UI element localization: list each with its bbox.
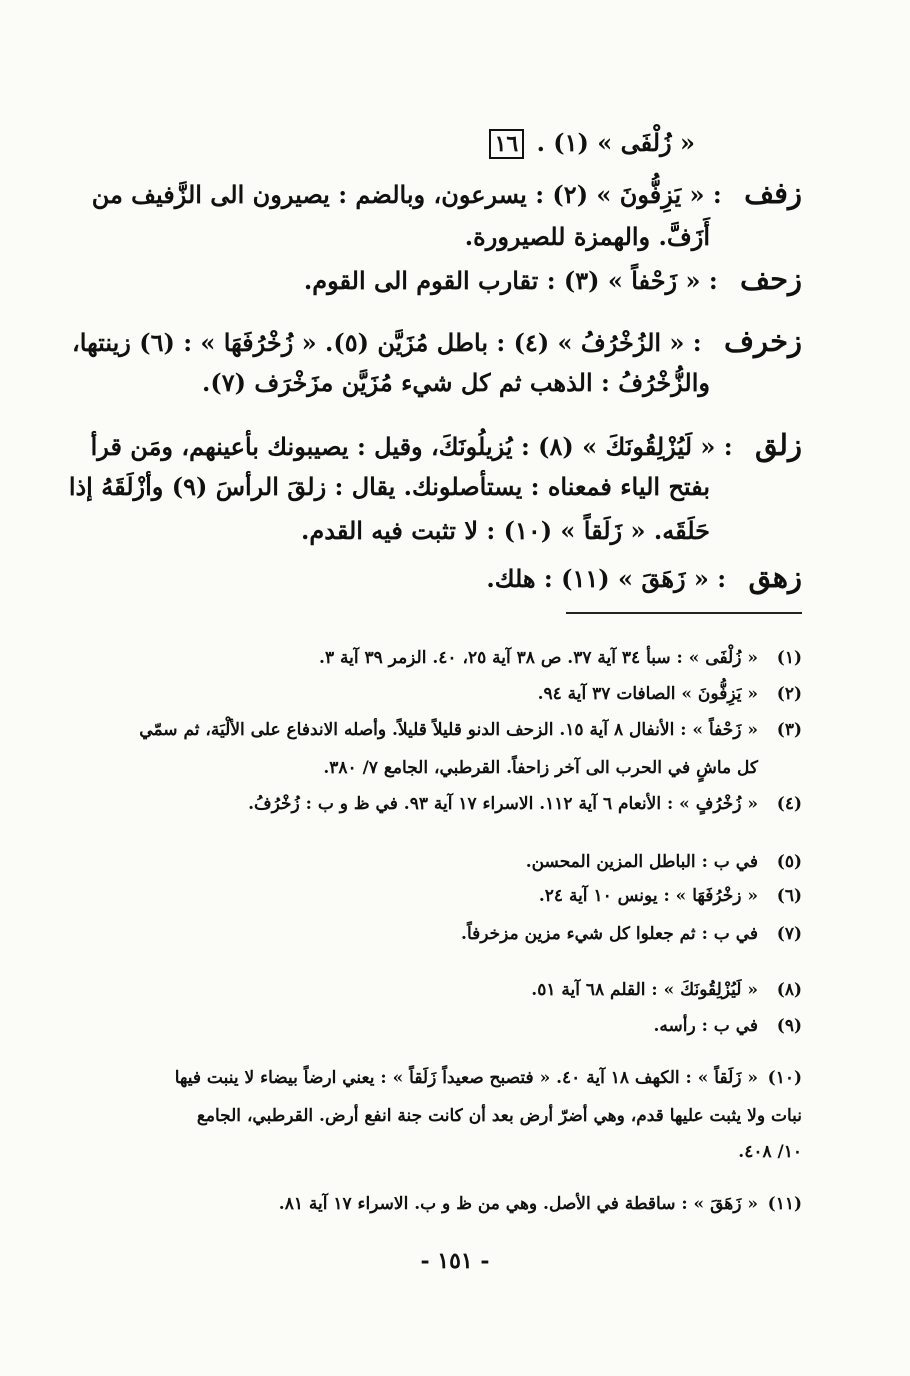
footnote-number-9: (٩) [776,1016,802,1036]
footnote-4: « زُخْرُفٍ » : الأنعام ٦ آية ١١٢. الاسراء ١٧ آية ٩٣. في ظ و ب : زُخْرُفُ. [248,794,758,814]
footnote-number-2: (٢) [776,684,802,704]
footnote-divider [566,612,802,614]
entry-zahaq [486,560,802,594]
entry-zahf [304,262,802,296]
entry-zaff [92,176,802,210]
footnote-number-3: (٣) [776,720,802,740]
footnote-9: في ب : رأسه. [653,1016,758,1036]
footnote-11: « زَهَقَ » : ساقطة في الأصل. وهي من ظ و ب. الاسراء ١٧ آية ٨١. [278,1194,758,1214]
text-zukhruf: : « الزُخْرُفُ » (٤) : باطل مُزَيَّن (٥). « زُخْرُفَهَا » : (٦) زينتها، [72,328,702,357]
footnote-1: « زُلْفَى » : سبأ ٣٤ آية ٣٧. ص ٣٨ آية ٢٥، ٤٠. الزمر ٣٩ آية ٣. [319,648,758,668]
entry-zalaq [91,428,802,462]
footnote-7: في ب : ثم جعلوا كل شيء مزين مزخرفاً. [461,924,758,944]
footnote-number-5: (٥) [776,852,802,872]
heading-zaff: زفف [744,176,802,210]
footnote-8: « لَيُزْلِقُونَكَ » : القلم ٦٨ آية ٥١. [531,980,758,1000]
text-zahaq: : « زَهَقَ » (١١) : هلك. [486,564,727,593]
page-number: - ١٥١ - [420,1248,490,1274]
text-zaff: : « يَزِفُّونَ » (٢) : يسرعون، وبالضم : يصيرون الى الزَّفيف من [91,180,722,209]
entry-zaff-cont [465,222,710,251]
heading-zukhruf: زخرف [724,324,802,358]
line-zulfa [485,128,695,159]
footnote-10-cont2: ١٠/ ٤٠٨. [738,1142,802,1162]
text-zahf: : « زَحْفاً » (٣) : تقارب القوم الى القوم. [303,266,718,295]
entry-zukhruf-cont [202,368,710,397]
footnote-number-10: (١٠) [767,1068,802,1088]
entry-zukhruf [72,324,802,358]
entry-zalaq-cont2 [301,516,710,545]
footnote-number-6: (٦) [776,886,802,906]
verse-box-number: ١٦ [489,129,525,159]
text-zalaq: : « لَيُزْلِقُونَكَ » (٨) : يُزيلُونَكَ، وقيل : يصيبونك بأعينهم، ومَن قرأ [90,432,733,461]
heading-zalaq: زلق [754,428,802,462]
footnote-6: « زخْرُفَهَا » : يونس ١٠ آية ٢٤. [538,886,758,906]
text-zulfa: « زُلْفَى » (١) . [536,128,695,157]
footnote-number-8: (٨) [776,980,802,1000]
text-zalaq-cont2: حَلَقَه. « زَلَقاً » (١٠) : لا تثبت فيه القدم. [301,516,710,545]
footnote-number-1: (١) [776,648,802,668]
entry-zalaq-cont1 [69,472,710,501]
heading-zahf: زحف [740,262,802,296]
footnote-2: « يَزِفُّونَ » الصافات ٣٧ آية ٩٤. [537,684,758,704]
footnote-3-cont: كل ماشٍ في الحرب الى آخر زاحفاً. القرطبي، الجامع ٧/ ٣٨٠. [323,758,758,778]
footnote-number-7: (٧) [776,924,802,944]
footnote-5: في ب : الباطل المزين المحسن. [525,852,758,872]
text-zalaq-cont1: بفتح الياء فمعناه : يستأصلونك. يقال : زلقَ الرأسَ (٩) وأزْلَقَهُ إذا [68,472,710,501]
text-zaff-cont: أَزَفَّ. والهمزة للصيرورة. [464,222,710,251]
footnote-10: « زَلَقاً » : الكهف ١٨ آية ٤٠. « فتصبح صعيداً زَلَقاً » : يعني ارضاً بيضاء لا ينبت فيها [174,1068,758,1088]
footnote-number-11: (١١) [767,1194,802,1214]
footnote-10-cont1: نبات ولا يثبت عليها قدم، وهي أضرّ أرض بعد أن كانت جنة انفع أرض. القرطبي، الجامع [196,1106,802,1126]
text-zukhruf-cont: والزُّخْرُفُ : الذهب ثم كل شيء مُزَيَّن مزَخْرَف (٧). [202,368,710,397]
footnote-3: « زَحْفاً » : الأنفال ٨ آية ١٥. الزحف الدنو قليلاً قليلاً. وأصله الاندفاع على الألْيَة، ثم سمّي [139,720,758,740]
heading-zahaq: زهق [748,560,802,594]
footnote-number-4: (٤) [776,794,802,814]
